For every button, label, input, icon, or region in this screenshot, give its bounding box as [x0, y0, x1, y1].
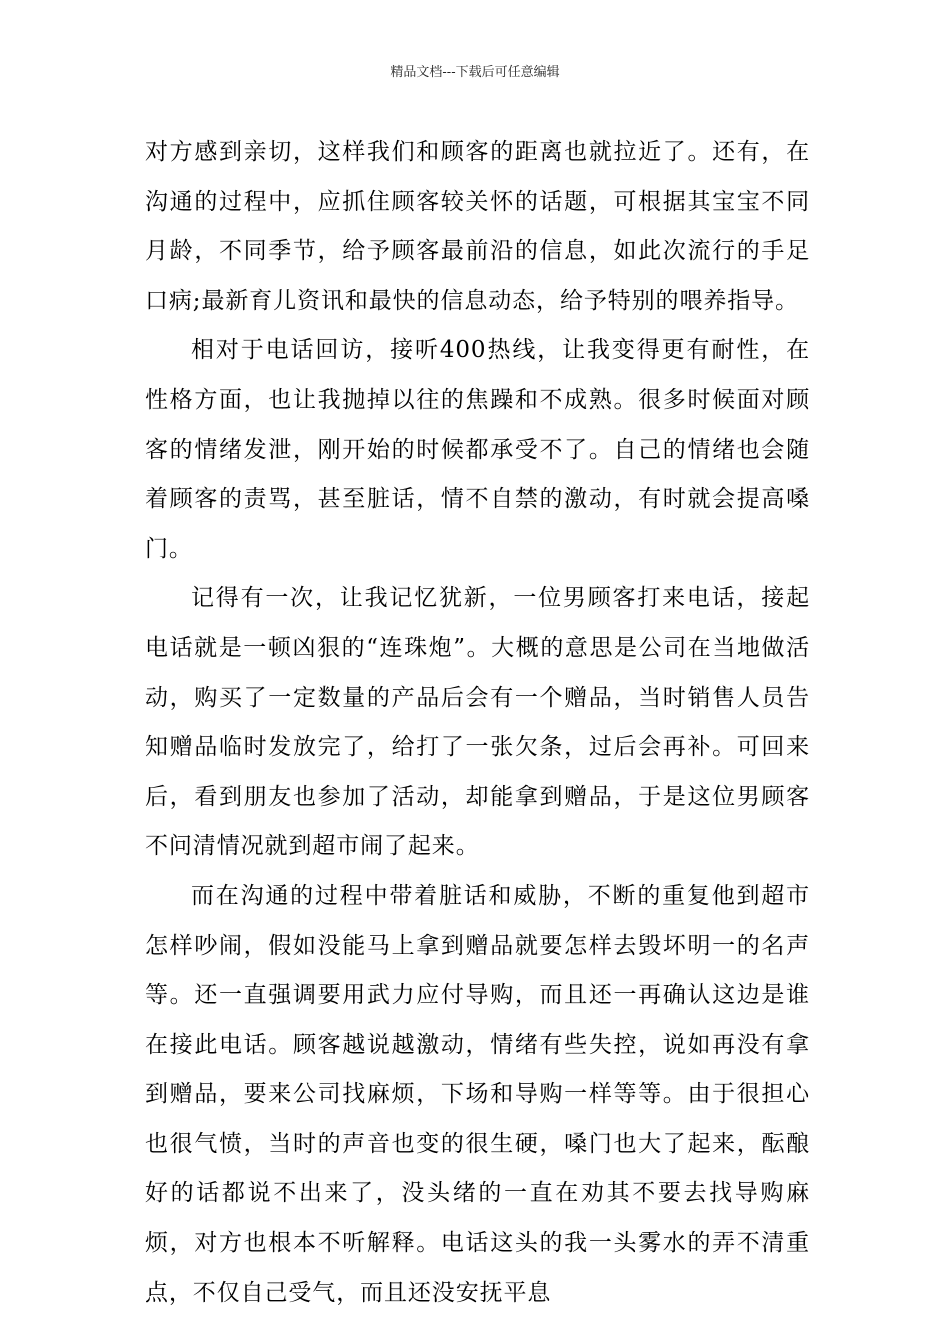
page-header: 精品文档---下载后可任意编辑	[390, 65, 560, 80]
paragraph-2: 相对于电话回访，接听400热线，让我变得更有耐性，在性格方面，也让我抛掉以往的焦躁和不成熟。很多时候面对顾客的情绪发泄，刚开始的时候都承受不了。自己的情绪也会随着顾客的责骂，甚至脏话，情不自禁的激动，有时就会提高嗓门。	[145, 337, 810, 562]
paragraph-1: 对方感到亲切，这样我们和顾客的距离也就拉近了。还有，在沟通的过程中，应抓住顾客较关怀的话题，可根据其宝宝不同月龄，不同季节，给予顾客最前沿的信息，如此次流行的手足口病;最新育儿资讯和最快的信息动态，给予特别的喂养指导。	[145, 139, 810, 314]
document-body	[145, 128, 810, 1318]
paragraph-3: 记得有一次，让我记忆犹新，一位男顾客打来电话，接起电话就是一顿凶狠的“连珠炮”。大概的意思是公司在当地做活动，购买了一定数量的产品后会有一个赠品，当时销售人员告知赠品临时发放完了，给打了一张欠条，过后会再补。可回来后，看到朋友也参加了活动，却能拿到赠品，于是这位男顾客不问清情况就到超市闹了起来。	[145, 585, 810, 860]
paragraph-4: 而在沟通的过程中带着脏话和威胁，不断的重复他到超市怎样吵闹，假如没能马上拿到赠品就要怎样去毁坏明一的名声等。还一直强调要用武力应付导购，而且还一再确认这边是谁在接此电话。顾客越说越激动，情绪有些失控，说如再没有拿到赠品，要来公司找麻烦，下场和导购一样等等。由于很担心也很气愤，当时的声音也变的很生硬，嗓门也大了起来，酝酿好的话都说不出来了，没头绪的一直在劝其不要去找导购麻烦，对方也根本不听解释。电话这头的我一头雾水的弄不清重点，不仅自己受气，而且还没安抚平息	[145, 882, 810, 1306]
